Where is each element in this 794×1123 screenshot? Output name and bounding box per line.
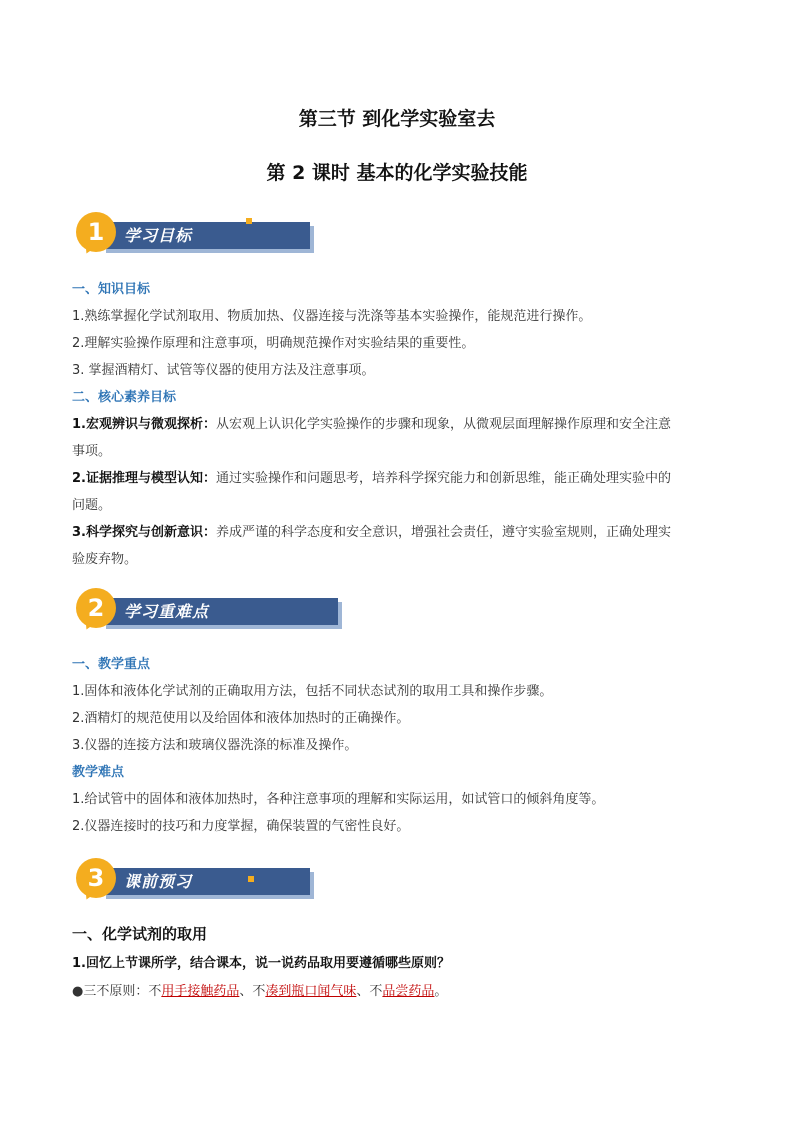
list-item: 2.仪器连接时的技巧和力度掌握，确保装置的气密性良好。 bbox=[72, 819, 410, 834]
key-points-heading: 一、教学重点 bbox=[72, 657, 151, 672]
section-badge-key-points bbox=[76, 588, 276, 636]
section-label: 课前预习 bbox=[102, 868, 310, 895]
list-item: 3.科学探究与创新意识：养成严谨的科学态度和安全意识，增强社会责任，遵守实验室规则，正确处理实 bbox=[72, 525, 671, 540]
decor-square-icon bbox=[248, 876, 254, 882]
list-item: 1.宏观辨识与微观探析：从宏观上认识化学实验操作的步骤和现象，从微观层面理解操作原理和安全注意 bbox=[72, 417, 671, 432]
list-item-continuation: 事项。 bbox=[72, 444, 112, 459]
knowledge-heading: 一、知识目标 bbox=[72, 282, 151, 297]
list-item: 3. 掌握酒精灯、试管等仪器的使用方法及注意事项。 bbox=[72, 363, 375, 378]
list-item: 2.理解实验操作原理和注意事项，明确规范操作对实验结果的重要性。 bbox=[72, 336, 475, 351]
decor-square-icon bbox=[246, 218, 252, 224]
list-item-continuation: 问题。 bbox=[72, 498, 112, 513]
list-item: 3.仪器的连接方法和玻璃仪器洗涤的标准及操作。 bbox=[72, 738, 358, 753]
section-badge-preview bbox=[76, 858, 276, 906]
difficult-heading: 教学难点 bbox=[72, 765, 125, 780]
list-item: 1.给试管中的固体和液体加热时，各种注意事项的理解和实际运用，如试管口的倾斜角度等。 bbox=[72, 792, 605, 807]
list-item: 1.固体和液体化学试剂的正确取用方法，包括不同状态试剂的取用工具和操作步骤。 bbox=[72, 684, 553, 699]
list-item: 2.证据推理与模型认知：通过实验操作和问题思考，培养科学探究能力和创新思维，能正确处理实验中的 bbox=[72, 471, 671, 486]
section-label: 学习目标 bbox=[102, 222, 310, 249]
preview-heading: 一、化学试剂的取用 bbox=[72, 925, 208, 943]
list-item-continuation: 验废弃物。 bbox=[72, 552, 138, 567]
section-number: 3 bbox=[76, 858, 116, 898]
list-item: 1.熟练掌握化学试剂取用、物质加热、仪器连接与洗涤等基本实验操作，能规范进行操作。 bbox=[72, 309, 592, 324]
preview-question: 1.回忆上节课所学，结合课本，说一说药品取用要遵循哪些原则？ bbox=[72, 956, 450, 971]
page-title: 第三节 到化学实验室去 bbox=[298, 108, 496, 130]
list-item: 2.酒精灯的规范使用以及给固体和液体加热时的正确操作。 bbox=[72, 711, 410, 726]
section-label: 学习重难点 bbox=[102, 598, 338, 625]
page-subtitle: 第 2 课时 基本的化学实验技能 bbox=[266, 162, 528, 184]
preview-answer: ●三不原则：不用手接触药品、不凑到瓶口闻气味、不品尝药品。 bbox=[72, 984, 448, 999]
section-badge-objectives bbox=[76, 212, 276, 260]
core-heading: 二、核心素养目标 bbox=[72, 390, 177, 405]
section-number: 1 bbox=[76, 212, 116, 252]
section-number: 2 bbox=[76, 588, 116, 628]
